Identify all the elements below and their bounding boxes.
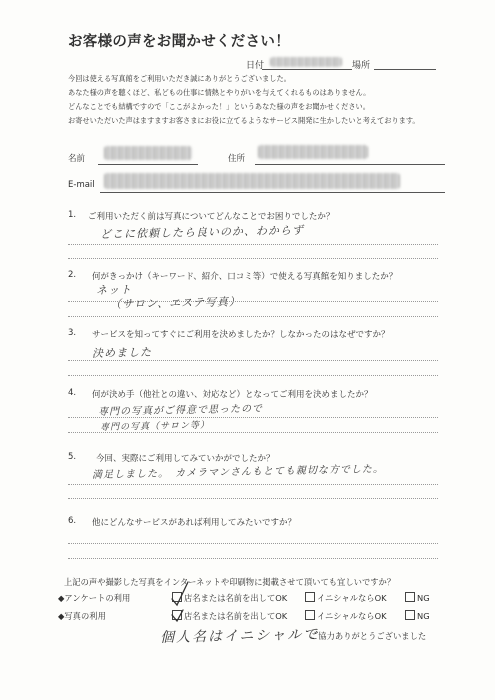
- answer-2-rule-1: [68, 301, 438, 302]
- answer-6-rule-1: [68, 543, 438, 544]
- question-5-number: 5.: [68, 452, 77, 462]
- form-title: お客様の声をお聞かせください！: [68, 34, 290, 50]
- question-1-text: ご利用いただく前は写真についてどんなことでお困りでしたか？: [88, 212, 335, 222]
- intro-line-2: あなた様の声を聴くほど、私どもの仕事に情熱とやりがいを与えてくれるものはありません。: [68, 88, 371, 97]
- consent-row-1-ng-checkbox[interactable]: [405, 592, 415, 602]
- consent-row-2-initial-label: イニシャルならOK: [317, 611, 387, 621]
- check-mark-row-2: [172, 610, 183, 621]
- question-6-number: 6.: [68, 516, 77, 526]
- consent-row-1-initial-checkbox[interactable]: [305, 592, 315, 602]
- name-label: 名前: [68, 154, 86, 164]
- redacted-date: [270, 57, 342, 67]
- redacted-address: [258, 145, 368, 159]
- question-4-number: 4.: [68, 388, 77, 398]
- consent-row-2-label: ◆写真の利用: [58, 611, 106, 621]
- consent-row-2-ng-checkbox[interactable]: [405, 610, 415, 620]
- answer-2-rule-2: [68, 316, 438, 317]
- date-underline: [262, 69, 352, 70]
- answer-1-line-1: どこに依頼したら良いのか、わからず: [99, 223, 305, 241]
- address-underline: [255, 164, 445, 165]
- question-3-text: サービスを知ってすぐにご利用を決めましたか？しなかったのはなぜですか？: [92, 330, 390, 340]
- date-label: 日付: [246, 61, 265, 71]
- handwritten-note: 個人名はイニシャルで: [159, 626, 320, 646]
- handwritten-check-marks: [168, 578, 192, 624]
- consent-row-1-initial-label: イニシャルならOK: [317, 593, 387, 603]
- question-6-text: 他にどんなサービスがあれば利用してみたいですか？: [92, 518, 297, 528]
- answer-4-rule-2: [68, 432, 438, 433]
- answer-5-rule-2: [68, 498, 438, 499]
- question-2-number: 2.: [68, 270, 77, 280]
- answer-3-rule-1: [68, 360, 438, 361]
- consent-row-1-ng-label: NG: [417, 593, 430, 603]
- consent-row-2-initial-checkbox[interactable]: [305, 610, 315, 620]
- email-label: E-mail: [68, 180, 95, 190]
- answer-5-rule-1: [68, 484, 438, 485]
- redacted-name: [104, 146, 192, 160]
- answer-6-rule-2: [68, 558, 438, 559]
- question-5-text: 今回、実際にご利用してみていかがでしたか？: [96, 454, 275, 464]
- consent-row-2-option-initial[interactable]: [305, 610, 387, 622]
- answer-4-line-2: 専門の写真がご得意で思ったので: [97, 403, 264, 418]
- intro-line-4: お寄せいただいた声はますますお客さまにお役に立てるようなサービス開発に生かしたいと考えております。: [68, 116, 420, 125]
- thanks-text: ご協力ありがとうございました: [310, 631, 427, 641]
- question-4-text: 何が決め手（他社との違い、対応など）となってご利用を決めましたか？: [92, 390, 373, 400]
- answer-3-rule-2: [68, 375, 438, 376]
- answer-1-rule-1: [68, 244, 438, 245]
- consent-row-2-option-ng[interactable]: [405, 610, 430, 621]
- consent-row-1-name-label: 店名または名前を出してOK: [184, 593, 288, 603]
- intro-line-3: どんなことでも結構ですので「ここがよかった！」というあなた様の声をお聞かせください。: [68, 102, 370, 111]
- consent-row-2-name-label: 店名または名前を出してOK: [184, 611, 288, 621]
- consent-row-1-label: ◆アンケートの利用: [58, 593, 131, 603]
- consent-row-1-option-initial[interactable]: [305, 592, 387, 604]
- place-label: 場所: [352, 61, 371, 71]
- name-underline: [98, 164, 198, 165]
- place-underline: [374, 69, 436, 70]
- check-mark-row-1: [172, 582, 188, 605]
- answer-5-line-1: 満足しました。 カメラマンさんもとても親切な方でした。: [91, 463, 385, 481]
- answer-4-rule-1: [68, 417, 438, 418]
- answer-2-line-2: （サロン、エステ写真）: [109, 295, 242, 311]
- question-1-number: 1.: [68, 210, 77, 220]
- question-3-number: 3.: [68, 328, 77, 338]
- answer-2-line-1: ネット: [95, 283, 133, 297]
- consent-row-1-option-ng[interactable]: [405, 592, 430, 603]
- email-underline: [100, 192, 445, 193]
- redacted-email: [104, 173, 400, 189]
- answer-4-line-1: 専門の写真（サロン等）: [99, 420, 211, 433]
- consent-question: 上記の声や撮影した写真をインターネットや印刷物に掲載させて頂いても宜しいですか？: [64, 577, 396, 587]
- address-label: 住所: [228, 154, 246, 164]
- question-2-text: 何がきっかけ（キーワード、紹介、口コミ等）で使える写真館を知りましたか？: [92, 272, 398, 282]
- answer-1-rule-2: [68, 258, 438, 259]
- answer-3-line-1: 決めました: [91, 345, 153, 360]
- intro-line-1: 今回は使える写真館をご利用いただき誠にありがとうございました。: [68, 74, 291, 83]
- consent-row-2-ng-label: NG: [417, 611, 430, 621]
